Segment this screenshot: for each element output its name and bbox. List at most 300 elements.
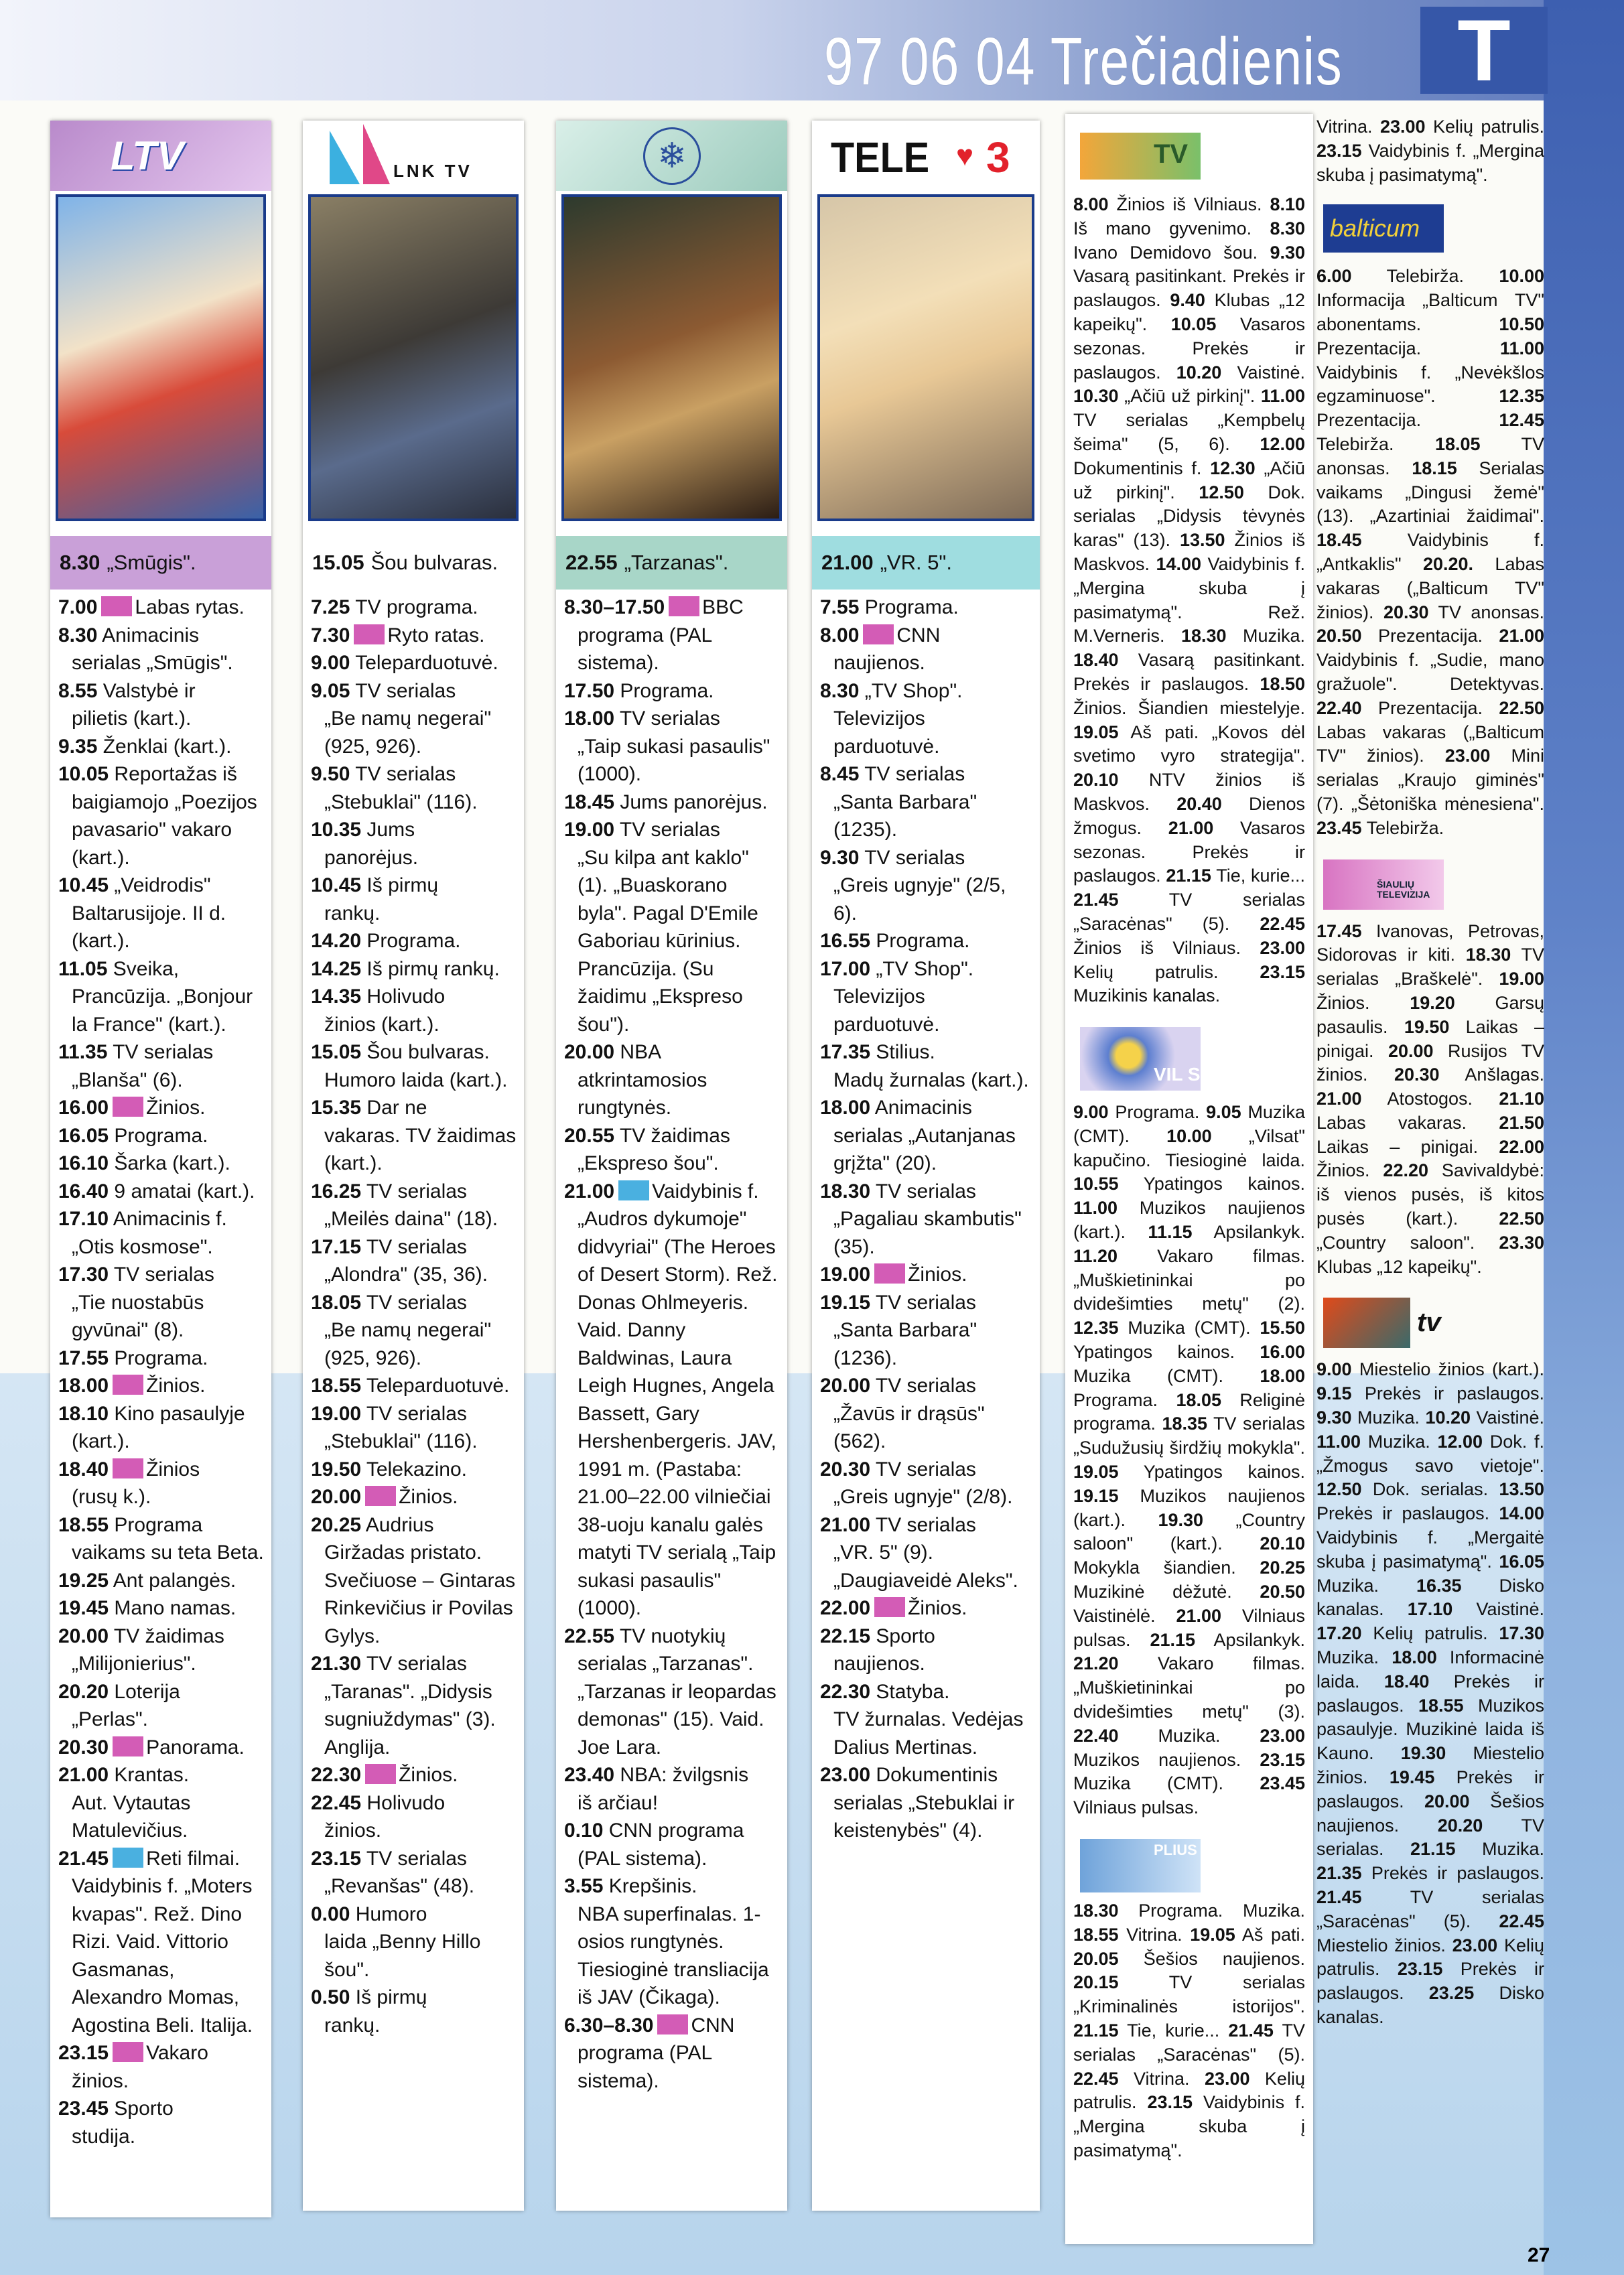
entry-description: „Be namų negerai" (925, 926). (324, 707, 492, 758)
entry-time: 19.15 (1073, 1485, 1119, 1506)
schedule-entry (820, 1511, 1033, 1595)
page-edge-band (1544, 0, 1624, 2275)
entry-time: 21.15 (1150, 1629, 1196, 1650)
entry-title: Teleparduotuvė. (366, 1375, 510, 1397)
entry-title: Telebirža. (1316, 433, 1394, 454)
col6-inner (1316, 115, 1544, 2042)
entry-title: TV serialas (864, 846, 965, 869)
highlight-band (556, 536, 787, 590)
highlight-band (303, 536, 524, 590)
entry-time: 14.35 (311, 985, 362, 1008)
entry-title: Iš pirmų (355, 1986, 427, 2008)
schedule-entry (58, 1205, 265, 1261)
schedule-entry (58, 1094, 265, 1122)
entry-time: 23.00 (820, 1764, 871, 1786)
entry-title: Programa. (1115, 1102, 1200, 1123)
schedule-entry (58, 1400, 265, 1456)
entry-title: Žinios iš Vilniaus. (1116, 194, 1262, 214)
entry-title: Dar ne (366, 1097, 427, 1119)
entry-time: 16.35 (1416, 1575, 1462, 1596)
entry-time: 23.15 (1260, 1749, 1305, 1770)
entry-time: 20.10 (1260, 1533, 1305, 1554)
entry-title: Ivanovas, Petrovas, Sidorovas ir kiti. (1316, 920, 1544, 965)
entry-time: 19.20 (1410, 992, 1455, 1013)
entry-title: NTV žinios iš Maskvos. (1073, 770, 1305, 814)
entry-title: Dienos žmogus. (1073, 793, 1305, 838)
entry-time: 21.20 (1073, 1653, 1119, 1674)
schedule-entry (311, 872, 517, 927)
entry-title: TV serialas „Saracėnas" (5). (1073, 890, 1306, 934)
entry-description: serialas „Tarzanas". „Tarzanas ir leopardas demonas" (15). Vaid. Joe Lara. (578, 1653, 776, 1759)
entry-description: vakaras. TV žaidimas (kart.). (324, 1124, 517, 1174)
entry-time: 23.00 (1379, 117, 1426, 137)
highlight-time: 15.05 (312, 551, 364, 574)
entry-time: 23.00 (1260, 1725, 1305, 1746)
entry-title: Muzika (CMT). (1073, 1102, 1305, 1146)
schedule-entry (58, 1261, 265, 1345)
schedule-entry (58, 1678, 265, 1734)
schedule-entry (564, 2012, 781, 2095)
entry-title: Prekės ir paslaugos. (1364, 1383, 1544, 1404)
entry-time: 21.45 (58, 1847, 109, 1870)
entry-title: Reti filmai. (146, 1847, 241, 1870)
entry-title: Jums (366, 819, 415, 841)
entry-title: Disko kanalas. (1316, 1983, 1544, 2027)
entry-time: 16.05 (58, 1124, 109, 1147)
entry-time: 20.25 (1260, 1558, 1305, 1578)
channel-column (303, 121, 524, 2211)
schedule-entry (311, 1289, 517, 1373)
entry-time: 14.00 (1156, 553, 1202, 574)
entry-title: „Veidrodis" (114, 874, 211, 896)
entry-time: 19.00 (1499, 969, 1544, 989)
entry-title: Šou bulvaras. (366, 1041, 490, 1063)
entry-title: Vasaros sezonas. Prekės ir paslaugos. (1073, 817, 1305, 886)
entry-title: Serialas vaikams „Dingusi žemė" (13). „Azartiniai žaidimai". (1316, 458, 1544, 527)
entry-title: Muzika (CMT). (1128, 1318, 1251, 1338)
entry-title: Jums panorėjus. (620, 790, 768, 813)
channel-logo (1073, 1839, 1305, 1892)
entry-description: „Revanšas" (48). (324, 1875, 475, 1897)
entry-description: (kart.). (72, 1430, 130, 1452)
schedule-entry (564, 677, 781, 705)
entry-title: Vakaro filmas. „Muškietininkai po dvidešimties metų" (2). (1073, 1245, 1305, 1314)
entry-title: Žinios. Šiandien miestelyje. (1073, 697, 1305, 718)
entry-description: atkrintamosios rungtynės. (578, 1068, 707, 1119)
entry-time: 18.35 (1162, 1414, 1208, 1434)
entry-title: Tie, kurie... (1127, 2020, 1220, 2041)
entry-title: TV serialas (875, 1291, 976, 1314)
entry-description: (PAL sistema). (578, 1847, 707, 1870)
highlight-title: Šou bulvaras. (370, 551, 498, 574)
entry-time: 17.10 (58, 1208, 109, 1230)
schedule-entry (58, 760, 265, 872)
continued-schedule-text (1316, 115, 1544, 187)
schedule-entry (820, 1456, 1033, 1511)
entry-time: 11.05 (58, 957, 108, 980)
entry-time: 17.10 (1407, 1599, 1453, 1620)
entry-time: 0.10 (564, 1819, 604, 1842)
schedule-entry (311, 1400, 517, 1456)
entry-time: 15.05 (311, 1041, 362, 1063)
entry-time: 14.20 (311, 930, 362, 952)
entry-time: 21.00 (1176, 1605, 1222, 1626)
entry-title: Žinios. (399, 1764, 458, 1786)
entry-title: TV serialas (619, 707, 720, 730)
entry-time: 20.00 (1388, 1040, 1434, 1061)
col5-inner (1073, 126, 1305, 2175)
schedule-entry (820, 1372, 1033, 1456)
entry-time: 19.25 (58, 1569, 109, 1592)
entry-time: 17.00 (820, 957, 871, 980)
spacer (1073, 1820, 1305, 1832)
entry-time: 19.05 (1073, 721, 1119, 742)
entry-time: 18.55 (311, 1375, 362, 1397)
film-badge-icon (618, 1180, 649, 1200)
entry-description: „Stebuklai" (116). (324, 1430, 478, 1452)
entry-title: Muzika. (1357, 1407, 1420, 1428)
entry-time: 8.30 (58, 624, 98, 646)
entry-time: 6.30–8.30 (564, 2014, 654, 2037)
entry-time: 18.05 (1434, 433, 1481, 454)
entry-description: „Audros dykumoje" didvyriai" (The Heroes of Desert Storm). Rež. Donas Ohlmeyeris. Vaid. Danny Baldwinas, Laura Leigh Hugnes, Angela Bassett, Gary Hershenbergeris. JAV, 1991 m. (Pastaba: 21.00–22.00 vilniečiai 38-uoju kanalu galės matyti TV serialą „Taip sukasi pasaulis" (1000). (578, 1208, 778, 1619)
schedule-entry (564, 1038, 781, 1122)
entry-time: 22.00 (820, 1597, 871, 1619)
entry-title: Informacija „Balticum TV" abonentams. (1316, 290, 1544, 334)
entry-title: Muzikos naujienos (kart.). (1073, 1485, 1305, 1530)
entry-time: 21.00 (58, 1764, 109, 1786)
entry-time: 19.45 (1389, 1767, 1435, 1788)
schedule-entry (311, 1845, 517, 1901)
entry-time: 18.05 (1176, 1389, 1222, 1410)
entry-time: 16.25 (311, 1180, 362, 1202)
entry-time: 9.35 (58, 735, 98, 758)
entry-description: NBA superfinalas. 1-osios rungtynės. Tiesioginė transliacija iš JAV (Čikaga). (578, 1903, 769, 2008)
page-date-title: 97 06 04 Trečiadienis (824, 24, 1343, 99)
entry-description: „Su kilpa ant kaklo" (1). „Buaskorano byla". Pagal D'Emile Gaboriau kūrinius. Prancūzija. (Su žaidimu „Ekspreso šou"). (578, 846, 758, 1036)
entry-description: (rusų k.). (72, 1486, 151, 1508)
entry-title: CNN (896, 624, 941, 646)
channel-schedule-text (1073, 193, 1305, 1008)
entry-time: 8.00 (1073, 194, 1109, 214)
entry-title: Žinios. (399, 1486, 458, 1508)
entry-title: Dok. serialas „Didysis tėvynės karas" (13). (1073, 482, 1305, 551)
entry-title: Muzikinis kanalas. (1073, 985, 1221, 1006)
entry-title: Mano namas. (114, 1597, 236, 1619)
entry-time: 23.45 (1316, 817, 1362, 838)
entry-title: Žinios. (1316, 992, 1370, 1013)
entry-title: Programa. (114, 1124, 208, 1147)
entry-title: Vaidybinis f. „Mergina skuba į pasimatymą". Rež. M.Verneris. (1073, 553, 1305, 646)
tv-badge-icon (101, 596, 132, 616)
entry-time: 22.50 (1499, 697, 1544, 718)
entry-title: Prezentacija. (1316, 338, 1422, 358)
entry-title: Mokykla šiandien. (1073, 1558, 1236, 1578)
entry-time: 15.50 (1260, 1318, 1305, 1338)
entry-title: Valstybė ir (103, 679, 196, 702)
entry-time: 22.15 (820, 1625, 871, 1647)
entry-title: Kelių patrulis. (1073, 2068, 1305, 2113)
entry-time: 13.50 (1499, 1479, 1544, 1500)
entry-title: Vaidybinis f. „Nevėkšlos egzaminuose". (1316, 362, 1544, 407)
entry-time: 18.40 (1383, 1671, 1430, 1692)
entry-time: 6.00 (1316, 266, 1352, 287)
lnk-logo-text: LNK TV (393, 161, 472, 181)
entry-title: Labas rytas. (135, 596, 245, 618)
entry-title: Muzika. (1242, 626, 1305, 646)
schedule-entry (820, 1761, 1033, 1845)
entry-title: Holivudo (366, 985, 446, 1008)
entry-time: 8.30 (1270, 218, 1305, 238)
entry-time: 22.45 (1073, 2068, 1119, 2089)
entry-time: 11.20 (1073, 1245, 1118, 1266)
entry-time: 18.00 (58, 1375, 109, 1397)
entry-time: 22.55 (564, 1625, 615, 1647)
entry-time: 9.00 (311, 652, 350, 674)
entry-time: 9.40 (1170, 290, 1205, 311)
schedule-list (820, 594, 1033, 1845)
entry-title: BBC (702, 596, 744, 618)
entry-description: Aut. Vytautas Matulevičius. (72, 1791, 191, 1842)
entry-title: 9 amatai (kart.). (114, 1180, 255, 1202)
entry-title: Krepšinis. (608, 1875, 697, 1897)
entry-time: 18.55 (1418, 1695, 1464, 1716)
entry-title: Ypatingos kainos. (1073, 1342, 1235, 1363)
section-letter: T (1420, 7, 1548, 94)
entry-title: Animacinis f. (113, 1208, 227, 1230)
schedule-entry (820, 760, 1033, 844)
entry-description: panorėjus. (324, 846, 419, 869)
entry-time: 20.15 (1073, 1972, 1119, 1993)
entry-description: „Otis kosmose". (72, 1235, 213, 1258)
entry-time: 20.55 (564, 1124, 615, 1147)
entry-time: 10.20 (1176, 362, 1222, 383)
entry-title: Vilniaus pulsas. (1073, 1797, 1199, 1818)
entry-title: Labas vakaras. (1316, 1112, 1467, 1133)
entry-description: „Greis ugnyje" (2/5, 6). (833, 874, 1006, 924)
entry-time: 23.45 (1260, 1773, 1305, 1794)
entry-title: Muzika (CMT). (1073, 1365, 1223, 1386)
entry-title: Vaidybinis f. „Mergina skuba į pasimatymą". (1316, 140, 1544, 185)
entry-title: Vaidybinis f. „Mergaitė skuba į pasimatymą". (1316, 1527, 1544, 1572)
entry-title: Vasaros sezonas. Prekės ir paslaugos. (1073, 314, 1305, 383)
entry-time: 19.00 (311, 1402, 362, 1425)
schedule-entry (311, 760, 517, 816)
entry-title: Apsilankyk. (1213, 1629, 1305, 1650)
city-tv-logo (1323, 1298, 1410, 1348)
schedule-entry (820, 1094, 1033, 1178)
schedule-list (58, 594, 265, 2150)
entry-time: 0.00 (311, 1903, 350, 1925)
entry-title: Šešios naujienos. (1143, 1948, 1305, 1969)
entry-title: Vakaro (146, 2042, 208, 2064)
entry-time: 23.00 (1444, 746, 1491, 766)
entry-time: 23.30 (1499, 1232, 1544, 1253)
schedule-entry (564, 705, 781, 788)
entry-time: 11.00 (1260, 386, 1305, 407)
entry-title: CNN programa (608, 1819, 744, 1842)
entry-title: TV serialas „Saracėnas" (5). (1073, 2020, 1305, 2065)
schedule-entry (311, 1094, 517, 1178)
entry-time: 17.35 (820, 1041, 871, 1063)
entry-title: Krantas. (114, 1764, 190, 1786)
schedule-entry (311, 983, 517, 1038)
entry-title: Telebirža. (1386, 266, 1465, 287)
entry-time: 22.40 (1316, 697, 1362, 718)
entry-title: Ryto ratas. (387, 624, 485, 646)
entry-time: 19.30 (1158, 1509, 1204, 1530)
spacer (1073, 1008, 1305, 1020)
schedule-entry (311, 1456, 517, 1484)
tv-badge-icon (863, 624, 894, 644)
entry-title: Vaidybinis f. „Sudie, mano gražuole". Detektyvas. (1316, 650, 1544, 694)
schedule-entry (564, 1178, 781, 1623)
entry-description: TV žurnalas. Vedėjas Dalius Mertinas. (833, 1708, 1024, 1759)
small-channels-column-left (1065, 114, 1313, 2244)
entry-title: Programa. (114, 1347, 208, 1369)
entry-title: Muzikos pasaulyje. Muzikinė laida iš Kauno. (1316, 1695, 1544, 1764)
entry-title: Sveika, (113, 957, 180, 980)
entry-time: 21.50 (1499, 1112, 1544, 1133)
entry-time: 20.20. (1422, 553, 1474, 574)
entry-time: 10.45 (311, 874, 362, 896)
entry-time: 21.00 (820, 1513, 871, 1536)
entry-time: 18.55 (58, 1513, 109, 1536)
schedule-entry (311, 816, 517, 872)
schedule-entry (311, 1372, 517, 1400)
entry-title: Telebirža. (1366, 817, 1444, 838)
snowflake-icon: ❄ (643, 127, 701, 185)
schedule-entry (58, 677, 265, 733)
highlight-title: „VR. 5". (880, 551, 953, 574)
entry-description: Humoro laida (kart.). (324, 1068, 508, 1091)
entry-time: 19.05 (1190, 1924, 1235, 1945)
entry-title: Ant palangės. (113, 1569, 236, 1592)
entry-time: 19.05 (1073, 1462, 1119, 1483)
entry-title: Šešios naujienos. (1316, 1791, 1544, 1836)
entry-time: 8.30–17.50 (564, 596, 665, 618)
entry-time: 23.15 (311, 1847, 362, 1870)
entry-title: Muzikos naujienos. (1073, 1749, 1241, 1770)
entry-time: 18.45 (1316, 530, 1362, 551)
entry-time: 19.50 (311, 1458, 362, 1480)
schedule-entry (58, 1845, 265, 2040)
entry-time: 18.40 (1073, 650, 1119, 671)
schedule-entry (311, 1789, 517, 1845)
entry-description: naujienos. (833, 652, 925, 674)
entry-description: Madų žurnalas (kart.). (833, 1068, 1029, 1091)
entry-title: Vaidybinis f. „Antkaklis" (1316, 530, 1544, 574)
schedule-entry (58, 1372, 265, 1400)
entry-time: 23.00 (1204, 2068, 1250, 2089)
entry-time: 22.30 (311, 1764, 362, 1786)
spacer (1073, 2163, 1305, 2175)
entry-time: 18.30 (1073, 1901, 1119, 1921)
entry-time: 20.05 (1073, 1948, 1119, 1969)
channel-logo (1073, 133, 1305, 186)
entry-time: 0.50 (311, 1986, 350, 2008)
entry-title: TV serialas (619, 819, 720, 841)
entry-title: Audrius (365, 1513, 434, 1536)
entry-time: 8.30 (820, 679, 860, 702)
entry-time: 12.35 (1499, 386, 1544, 407)
entry-title: Vaistinė. (1476, 1407, 1544, 1428)
schedule-entry (564, 1872, 781, 2012)
entry-time: 21.30 (311, 1653, 362, 1675)
entry-title: TV serialas (864, 763, 965, 785)
entry-title: Iš mano gyvenimo. (1073, 218, 1252, 238)
entry-description: „Blanša" (6). (72, 1068, 183, 1091)
entry-description: „Taranas". „Didysis sugniuždymas" (3). Anglija. (324, 1680, 496, 1759)
entry-description: „Pagaliau skambutis" (35). (833, 1208, 1022, 1258)
entry-time: 17.55 (58, 1347, 109, 1369)
entry-time: 11.15 (1148, 1222, 1193, 1243)
highlight-band (812, 536, 1040, 590)
entry-title: Vilniaus pulsas. (1073, 1605, 1305, 1650)
entry-time: 16.55 (820, 930, 871, 952)
tv-badge-icon (669, 596, 699, 616)
entry-title: TV programa. (355, 596, 478, 618)
entry-time: 21.00 (1499, 626, 1544, 646)
schedule-entry (311, 1650, 517, 1761)
entry-title: TV serialas „Kempbelų šeima" (5, 6). (1073, 410, 1305, 454)
entry-time: 21.45 (1228, 2020, 1274, 2041)
entry-title: Iš pirmų (366, 874, 439, 896)
entry-description: baigiamojo „Poezijos pavasario" vakaro (kart.). (72, 790, 257, 869)
entry-title: Sporto (876, 1625, 935, 1647)
entry-title: Apsilankyk. (1213, 1222, 1305, 1243)
entry-title: TV serialas (366, 1653, 467, 1675)
entry-description: žinios (kart.). (324, 1013, 439, 1036)
entry-time: 22.45 (1499, 1911, 1544, 1931)
entry-time: 14.25 (311, 957, 362, 980)
entry-time: 21.15 (1410, 1839, 1456, 1860)
entry-title: Dok. f. „Žmogus savo vietoje". (1316, 1431, 1544, 1476)
entry-time: 23.15 (1397, 1959, 1443, 1980)
entry-time: 20.50 (1260, 1582, 1305, 1602)
small-channels-column-right (1316, 114, 1544, 2244)
entry-title: Vitrina. (1126, 1924, 1182, 1945)
entry-description: „Greis ugnyje" (2/8). (833, 1486, 1013, 1508)
entry-title: Prezentacija. (1377, 626, 1483, 646)
entry-time: 17.30 (58, 1263, 109, 1286)
entry-description: žinios. (72, 2069, 129, 2092)
entry-title: TV serialas (366, 1180, 467, 1202)
entry-title: Muzika. (1481, 1839, 1544, 1860)
entry-title: Prezentacija. (1377, 697, 1483, 718)
entry-description: pilietis (kart.). (72, 707, 192, 730)
schedule-entry (820, 594, 1033, 622)
entry-title: Miestelio žinios. (1316, 1935, 1446, 1955)
schedule-entry (820, 622, 1033, 677)
entry-title: Prekės ir paslaugos. (1316, 1503, 1490, 1524)
entry-time: 23.40 (564, 1764, 615, 1786)
entry-title: TV serialas (875, 1458, 976, 1480)
entry-title: Muzika. (1367, 1431, 1430, 1452)
entry-time: 20.00 (820, 1375, 871, 1397)
entry-title: Miestelio žinios (kart.). (1359, 1359, 1544, 1380)
entry-time: 17.45 (1316, 920, 1362, 941)
entry-description: rankų. (324, 2014, 381, 2037)
highlight-time: 21.00 (821, 551, 874, 574)
entry-time: 20.30 (1383, 602, 1429, 622)
entry-title: NBA (620, 1041, 662, 1063)
entry-description: laida „Benny Hillo šou". (324, 1931, 481, 1981)
entry-title: Reportažas iš (114, 763, 237, 785)
entry-title: TV žaidimas (619, 1124, 730, 1147)
schedule-entry (311, 1984, 517, 2039)
entry-description: rankų. (324, 902, 381, 924)
